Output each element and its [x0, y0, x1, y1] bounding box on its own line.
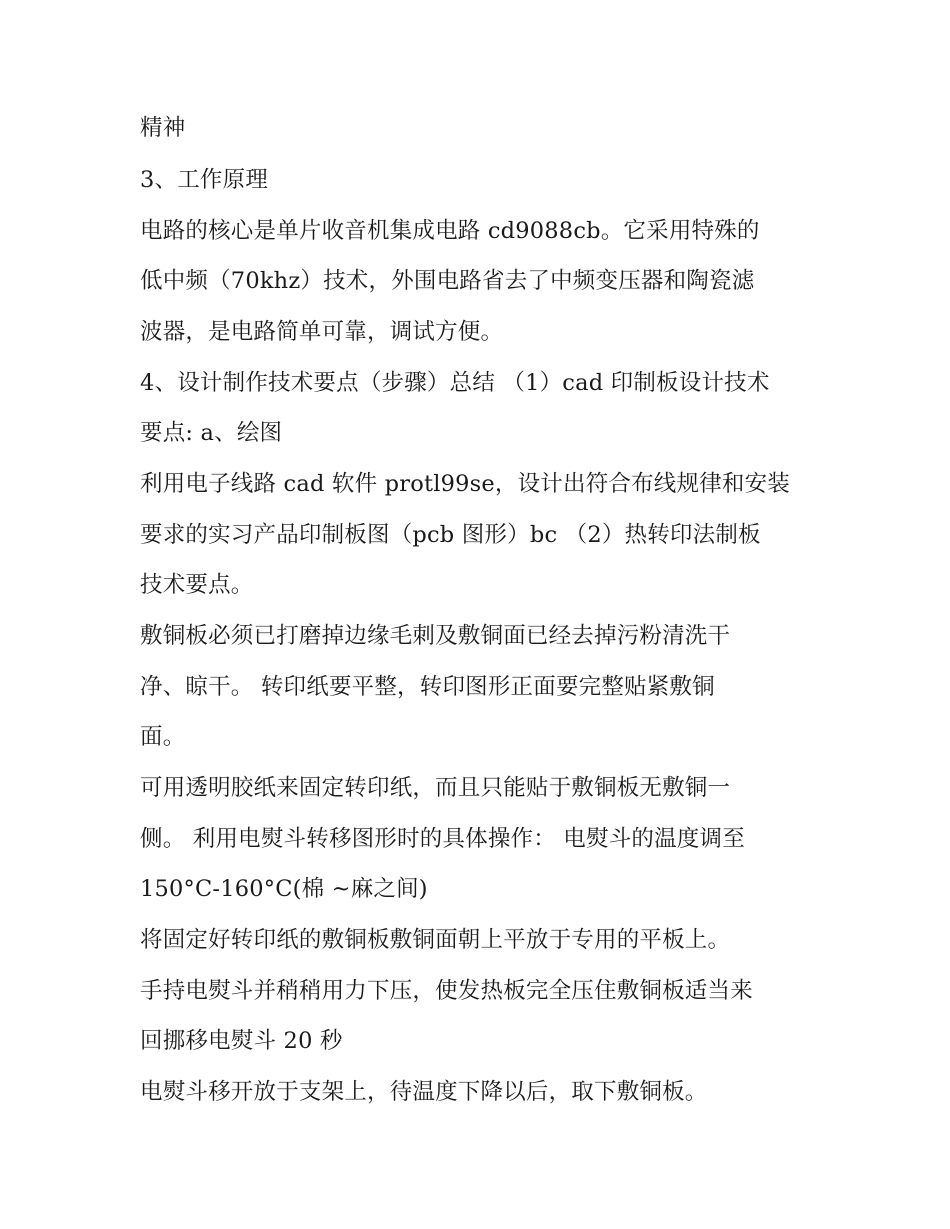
text-line: 净、晾干。 转印纸要平整，转印图形正面要完整贴紧敷铜 — [140, 674, 715, 700]
text-line: 技术要点。 — [140, 572, 254, 598]
text-line: 要点: a、绘图 — [140, 420, 283, 446]
text-line: 敷铜板必须已打磨掉边缘毛刺及敷铜面已经去掉污粉清洗干 — [140, 623, 731, 649]
text-line: 150°C-160°C(棉 ~麻之间) — [140, 876, 428, 902]
text-line: 精神 — [140, 115, 186, 141]
section-heading: 3、工作原理 — [140, 167, 269, 193]
text-line: 将固定好转印纸的敷铜板敷铜面朝上平放于专用的平板上。 — [140, 927, 731, 953]
text-line: 要求的实习产品印制板图（pcb 图形）bc （2）热转印法制板 — [140, 522, 761, 548]
text-line: 回挪移电熨斗 20 秒 — [140, 1028, 343, 1054]
section-heading: 4、设计制作技术要点（步骤）总结 （1）cad 印制板设计技术 — [140, 370, 770, 396]
text-line: 电熨斗移开放于支架上，待温度下降以后，取下敷铜板。 — [140, 1079, 708, 1105]
text-line: 电路的核心是单片收音机集成电路 cd9088cb。它采用特殊的 — [140, 218, 760, 244]
text-line: 利用电子线路 cad 软件 protl99se，设计出符合布线规律和安装 — [140, 471, 791, 497]
text-line: 可用透明胶纸来固定转印纸，而且只能贴于敷铜板无敷铜一 — [140, 775, 731, 801]
text-line: 面。 — [140, 724, 186, 750]
text-line: 波器，是电路简单可靠，调试方便。 — [140, 319, 504, 345]
text-line: 低中频（70khz）技术，外围电路省去了中频变压器和陶瓷滤 — [140, 268, 755, 294]
text-line: 手持电熨斗并稍稍用力下压，使发热板完全压住敷铜板适当来 — [140, 978, 753, 1004]
text-line: 侧。 利用电熨斗转移图形时的具体操作： 电熨斗的温度调至 — [140, 826, 745, 852]
